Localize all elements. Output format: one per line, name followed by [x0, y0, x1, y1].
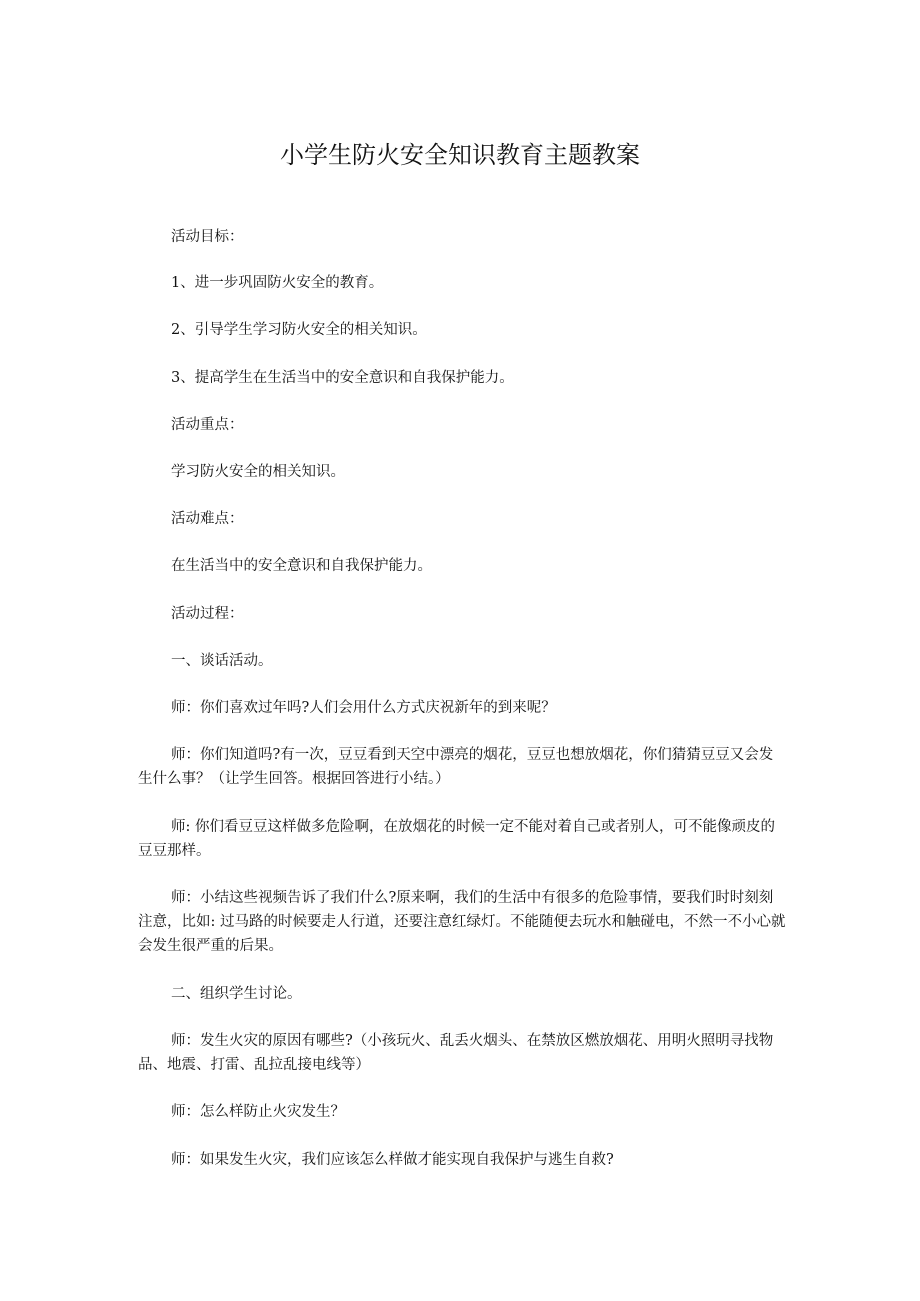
- paragraph-teacher-1: 师：你们喜欢过年吗?人们会用什么方式庆祝新年的到来呢？: [171, 700, 556, 716]
- paragraph-objective-2: 2、引导学生学习防火安全的相关知识。: [171, 322, 427, 338]
- paragraph-objective-3: 3、提高学生在生活当中的安全意识和自我保护能力。: [171, 370, 514, 386]
- paragraph-teacher-7: 师：如果发生火灾，我们应该怎么样做才能实现自我保护与逃生自救?: [171, 1152, 614, 1168]
- paragraph-keypoints-text: 学习防火安全的相关知识。: [171, 464, 345, 480]
- paragraph-difficulty-text: 在生活当中的安全意识和自我保护能力。: [171, 558, 432, 574]
- paragraph-teacher-4: 师：小结这些视频告诉了我们什么?原来啊，我们的生活中有很多的危险事情，要我们时时刻刻注意，比如: 过马路的时候要走人行道，还要注意红绿灯。不能随便去玩水和触碰电，不然一不小心就会发生很严重的后果。: [138, 890, 786, 954]
- paragraph-teacher-3: 师: 你们看豆豆这样做多危险啊，在放烟花的时候一定不能对着自己或者别人，可不能像顽皮的豆豆那样。: [138, 819, 775, 859]
- paragraph-teacher-2: 师：你们知道吗?有一次，豆豆看到天空中漂亮的烟花，豆豆也想放烟花，你们猜猜豆豆又会发生什么事？（让学生回答。根据回答进行小结。）: [138, 747, 774, 787]
- paragraph-section-1: 一、谈话活动。: [171, 653, 273, 669]
- paragraph-difficulty-heading: 活动难点：: [171, 511, 244, 527]
- paragraph-process-heading: 活动过程：: [171, 606, 244, 622]
- paragraph-keypoints-heading: 活动重点：: [171, 417, 244, 433]
- paragraph-teacher-5: 师：发生火灾的原因有哪些?（小孩玩火、乱丢火烟头、在禁放区燃放烟花、用明火照明寻找物品、地震、打雷、乱拉乱接电线等）: [138, 1033, 774, 1073]
- paragraph-teacher-6: 师：怎么样防止火灾发生？: [171, 1104, 345, 1120]
- paragraph-objective-1: 1、进一步巩固防火安全的教育。: [171, 275, 384, 291]
- paragraph-objectives-heading: 活动目标：: [171, 229, 244, 245]
- document-title: 小学生防火安全知识教育主题教案: [280, 141, 640, 169]
- paragraph-section-2: 二、组织学生讨论。: [171, 986, 302, 1002]
